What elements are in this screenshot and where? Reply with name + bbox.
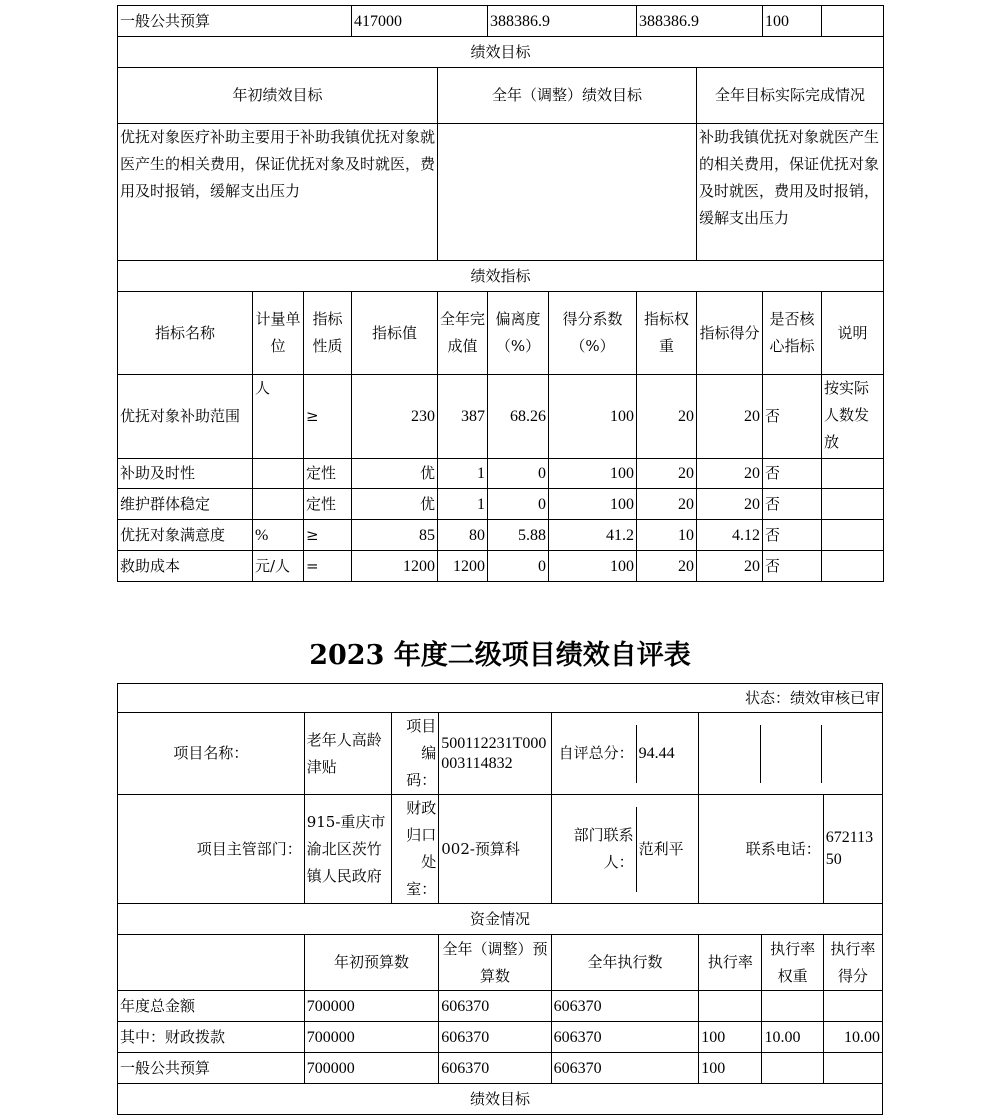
indicator-header-row: [118, 292, 884, 375]
ind-value: 230: [352, 375, 438, 459]
fund-col-weight: 执行率权重: [762, 935, 823, 991]
ind-score: 20: [697, 551, 763, 582]
fund-col-executed: 全年执行数: [551, 935, 699, 991]
ind-coef: 100: [549, 459, 637, 489]
self-score: 94.44: [638, 745, 675, 762]
project-code: 500112231T000003114832: [439, 713, 551, 795]
page-title: 2023 年度二级项目绩效自评表: [309, 640, 691, 671]
ind-col-weight: 指标权重: [637, 292, 697, 375]
fund-score: 10.00: [823, 1022, 882, 1053]
fund-col-rate: 执行率: [699, 935, 762, 991]
fund-weight: [762, 991, 823, 1022]
ind-score: 20: [697, 489, 763, 520]
indicators-header: 绩效指标: [118, 261, 884, 292]
ind-deviation: 0: [488, 489, 549, 520]
finance-office-label: 财政归口处室：: [406, 799, 437, 898]
ind-weight: 20: [637, 459, 697, 489]
ind-unit: %: [253, 520, 304, 551]
table-row: [118, 459, 884, 489]
budget-adjusted: 388386.9: [488, 6, 637, 37]
ind-coef: 41.2: [549, 520, 637, 551]
fund-col-adjusted: 全年（调整）预算数: [439, 935, 551, 991]
project-code-label: 项目编码：: [406, 717, 437, 789]
ind-col-core: 是否核心指标: [763, 292, 822, 375]
ind-note: [822, 489, 884, 520]
dept: 915-重庆市渝北区茨竹镇人民政府: [305, 795, 392, 903]
fund-initial: 700000: [304, 1022, 439, 1053]
goal-col-adjusted: 全年（调整）绩效目标: [438, 68, 697, 124]
ind-col-value: 指标值: [352, 292, 438, 375]
ind-col-nature: 指标性质: [304, 292, 352, 375]
ind-name: 补助及时性: [118, 459, 253, 489]
ind-name: 优抚对象满意度: [118, 520, 253, 551]
table-row: [118, 520, 884, 551]
fund-adjusted: 606370: [439, 1053, 551, 1084]
ind-unit: [253, 489, 304, 520]
ind-note: [822, 459, 884, 489]
ind-col-name: 指标名称: [118, 292, 253, 375]
fund-weight: 10.00: [762, 1022, 823, 1053]
ind-score: 20: [697, 459, 763, 489]
fund-score: [823, 991, 882, 1022]
goal-initial-text: 优抚对象医疗补助主要用于补助我镇优抚对象就医产生的相关费用，保证优抚对象及时就医，费用及时报销，缓解支出压力: [118, 124, 438, 261]
ind-name: 优抚对象补助范围: [118, 375, 253, 459]
fund-adjusted: 606370: [439, 1022, 551, 1053]
ind-core: 否: [763, 375, 822, 459]
ind-done: 1: [438, 459, 488, 489]
ind-note: 按实际人数发放: [822, 375, 884, 459]
fund-header-row: [118, 935, 883, 991]
project-name-label: 项目名称：: [118, 713, 305, 795]
goal-col-initial: 年初绩效目标: [118, 68, 438, 124]
contact-label: 部门联系人：: [552, 807, 637, 892]
budget-initial: 417000: [352, 6, 488, 37]
fund-initial: 700000: [304, 1053, 439, 1084]
finance-office: 002-预算科: [439, 795, 551, 904]
ind-col-coef: 得分系数（%）: [549, 292, 637, 375]
fund-executed: 606370: [551, 991, 699, 1022]
self-score-label: 自评总分：: [552, 725, 637, 783]
ind-name: 救助成本: [118, 551, 253, 582]
budget-rate: 100: [763, 6, 822, 37]
fund-rate: 100: [699, 1053, 762, 1084]
phone: 67211350: [823, 795, 882, 904]
fund-col-initial: 年初预算数: [304, 935, 439, 991]
status-badge: 状态：绩效审核已审: [118, 684, 883, 713]
ind-core: 否: [763, 520, 822, 551]
ind-coef: 100: [549, 489, 637, 520]
funds-header: 资金情况: [118, 904, 883, 935]
fund-rate: 100: [699, 1022, 762, 1053]
fund-executed: 606370: [551, 1022, 699, 1053]
ind-col-note: 说明: [822, 292, 884, 375]
goal-adjusted-text: [438, 124, 697, 261]
ind-done: 387: [438, 375, 488, 459]
ind-done: 1: [438, 489, 488, 520]
goal-actual-text: 补助我镇优抚对象就医产生的相关费用，保证优抚对象及时就医，费用及时报销，缓解支出压力: [697, 124, 884, 261]
ind-value: 85: [352, 520, 438, 551]
table-row: [118, 991, 883, 1022]
ind-nature: ≥: [304, 375, 352, 459]
department-row: [118, 795, 883, 904]
ind-coef: 100: [549, 551, 637, 582]
ind-deviation: 0: [488, 551, 549, 582]
table-row: [118, 489, 884, 520]
ind-unit: 元/人: [253, 551, 304, 582]
table-row: [118, 1053, 883, 1084]
ind-weight: 20: [637, 375, 697, 459]
dept-label: 项目主管部门：: [118, 795, 305, 904]
fund-col-score: 执行率得分: [823, 935, 882, 991]
ind-weight: 10: [637, 520, 697, 551]
budget-label: 一般公共预算: [118, 6, 352, 37]
contact: 范利平: [638, 839, 684, 858]
ind-score: 20: [697, 375, 763, 459]
fund-label: 年度总金额: [118, 991, 305, 1022]
ind-nature: =: [304, 551, 352, 582]
ind-core: 否: [763, 551, 822, 582]
ind-name: 维护群体稳定: [118, 489, 253, 520]
top-evaluation-table: [117, 5, 884, 582]
fund-initial: 700000: [304, 991, 439, 1022]
project-name: 老年人高龄津贴: [305, 713, 392, 794]
budget-executed: 388386.9: [637, 6, 763, 37]
second-goals-header: 绩效目标: [118, 1084, 883, 1115]
fund-score: [823, 1053, 882, 1084]
project-info-row: [118, 713, 883, 795]
ind-col-score: 指标得分: [697, 292, 763, 375]
ind-deviation: 5.88: [488, 520, 549, 551]
ind-nature: 定性: [304, 459, 352, 489]
fund-rate: [699, 991, 762, 1022]
ind-note: [822, 551, 884, 582]
ind-deviation: 68.26: [488, 375, 549, 459]
table-row: [118, 551, 884, 582]
table-row: [118, 375, 884, 459]
table-row: [118, 1022, 883, 1053]
fund-label: 一般公共预算: [118, 1053, 305, 1084]
goal-col-actual: 全年目标实际完成情况: [697, 68, 884, 124]
fund-executed: 606370: [551, 1053, 699, 1084]
ind-unit: 人: [253, 375, 304, 459]
ind-value: 优: [352, 459, 438, 489]
fund-weight: [762, 1053, 823, 1084]
ind-col-done: 全年完成值: [438, 292, 488, 375]
ind-col-deviation: 偏离度（%）: [488, 292, 549, 375]
ind-core: 否: [763, 489, 822, 520]
self-evaluation-table: [117, 683, 883, 1115]
ind-weight: 20: [637, 489, 697, 520]
ind-weight: 20: [637, 551, 697, 582]
ind-core: 否: [763, 459, 822, 489]
ind-col-unit: 计量单位: [253, 292, 304, 375]
general-budget-row: [118, 6, 884, 37]
goals-header: 绩效目标: [118, 37, 884, 68]
ind-score: 4.12: [697, 520, 763, 551]
ind-note: [822, 520, 884, 551]
ind-value: 1200: [352, 551, 438, 582]
ind-deviation: 0: [488, 459, 549, 489]
phone-label: 联系电话：: [699, 795, 823, 904]
ind-done: 80: [438, 520, 488, 551]
fund-label: 其中：财政拨款: [118, 1022, 305, 1053]
ind-value: 优: [352, 489, 438, 520]
ind-done: 1200: [438, 551, 488, 582]
ind-coef: 100: [549, 375, 637, 459]
ind-unit: [253, 459, 304, 489]
ind-nature: 定性: [304, 489, 352, 520]
fund-adjusted: 606370: [439, 991, 551, 1022]
ind-nature: ≥: [304, 520, 352, 551]
budget-empty: [822, 6, 884, 37]
